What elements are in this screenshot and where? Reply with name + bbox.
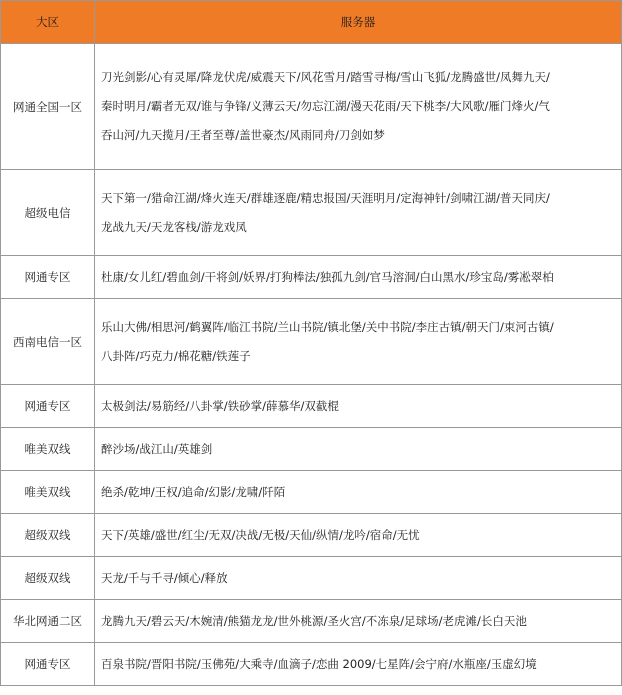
server-line: 醉沙场/战江山/英雄剑 [101,441,213,456]
server-line: 龙腾九天/碧云天/木婉清/熊猫龙龙/世外桃源/圣火宫/不冻泉/足球场/老虎滩/长白天池 [101,613,527,628]
servers-cell [95,256,622,299]
servers-cell [95,514,622,557]
region-cell: 超级电信 [1,170,95,256]
region-column-header: 大区 [1,1,95,44]
region-cell: 唯美双线 [1,428,95,471]
table-row [1,557,622,600]
region-cell: 网通全国一区 [1,44,95,170]
region-cell: 网通专区 [1,385,95,428]
server-line: 天下第一/猎命江湖/烽火连天/群雄逐鹿/精忠报国/天涯明月/定海神针/剑啸江湖/普天同庆/ [101,190,550,205]
table-row [1,385,622,428]
region-cell: 唯美双线 [1,471,95,514]
servers-cell [95,471,622,514]
table-row [1,471,622,514]
server-line: 龙战九天/天龙客栈/游龙戏凤 [101,219,247,234]
region-cell: 华北网通二区 [1,600,95,643]
servers-cell [95,428,622,471]
region-cell: 网通专区 [1,256,95,299]
server-line: 秦时明月/霸者无双/谁与争锋/义薄云天/勿忘江湖/漫天花雨/天下桃李/大风歌/雁门烽火/气 [101,99,550,113]
region-cell: 网通专区 [1,643,95,686]
server-line: 杜康/女儿红/碧血剑/干将剑/妖界/打狗棒法/独孤九剑/官马溶洞/白山黑水/珍宝岛/雾凇翠柏 [101,269,554,284]
servers-cell [95,170,622,256]
table-row [1,299,622,385]
table-row [1,44,622,170]
region-cell: 西南电信一区 [1,299,95,385]
servers-cell [95,299,622,385]
server-line: 绝杀/乾坤/王权/追命/幻影/龙啸/阡陌 [101,484,286,499]
server-line: 刀光剑影/心有灵犀/降龙伏虎/威震天下/风花雪月/踏雪寻梅/雪山飞狐/龙腾盛世/凤舞九天/ [101,70,550,84]
servers-cell [95,44,622,170]
table-header-row [1,1,622,44]
table-row [1,256,622,299]
server-line: 吞山河/九天揽月/王者至尊/盖世豪杰/风雨同舟/刀剑如梦 [101,128,385,142]
server-line: 乐山大佛/相思河/鹤翼阵/临江书院/兰山书院/镇北堡/关中书院/李庄古镇/朝天门/束河古镇/ [101,319,554,334]
table-row [1,643,622,686]
server-line: 八卦阵/巧克力/棉花糖/铁莲子 [101,348,251,363]
server-line: 太极剑法/易筋经/八卦掌/铁砂掌/薛慕华/双截棍 [101,398,339,413]
server-line: 百泉书院/晋阳书院/玉佛苑/大乘寺/血滴子/恋曲 2009/七星阵/会宁府/水瓶座/玉虚幻境 [101,656,537,671]
servers-column-header: 服务器 [95,1,622,44]
servers-cell [95,385,622,428]
table-row [1,428,622,471]
region-cell: 超级双线 [1,514,95,557]
server-line: 天龙/千与千寻/倾心/释放 [101,570,228,585]
servers-cell [95,600,622,643]
table-row [1,600,622,643]
servers-cell [95,557,622,600]
table-row [1,514,622,557]
table-row [1,170,622,256]
server-line: 天下/英雄/盛世/红尘/无双/决战/无极/天仙/纵情/龙吟/宿命/无忧 [101,527,420,542]
region-cell: 超级双线 [1,557,95,600]
servers-cell [95,643,622,686]
